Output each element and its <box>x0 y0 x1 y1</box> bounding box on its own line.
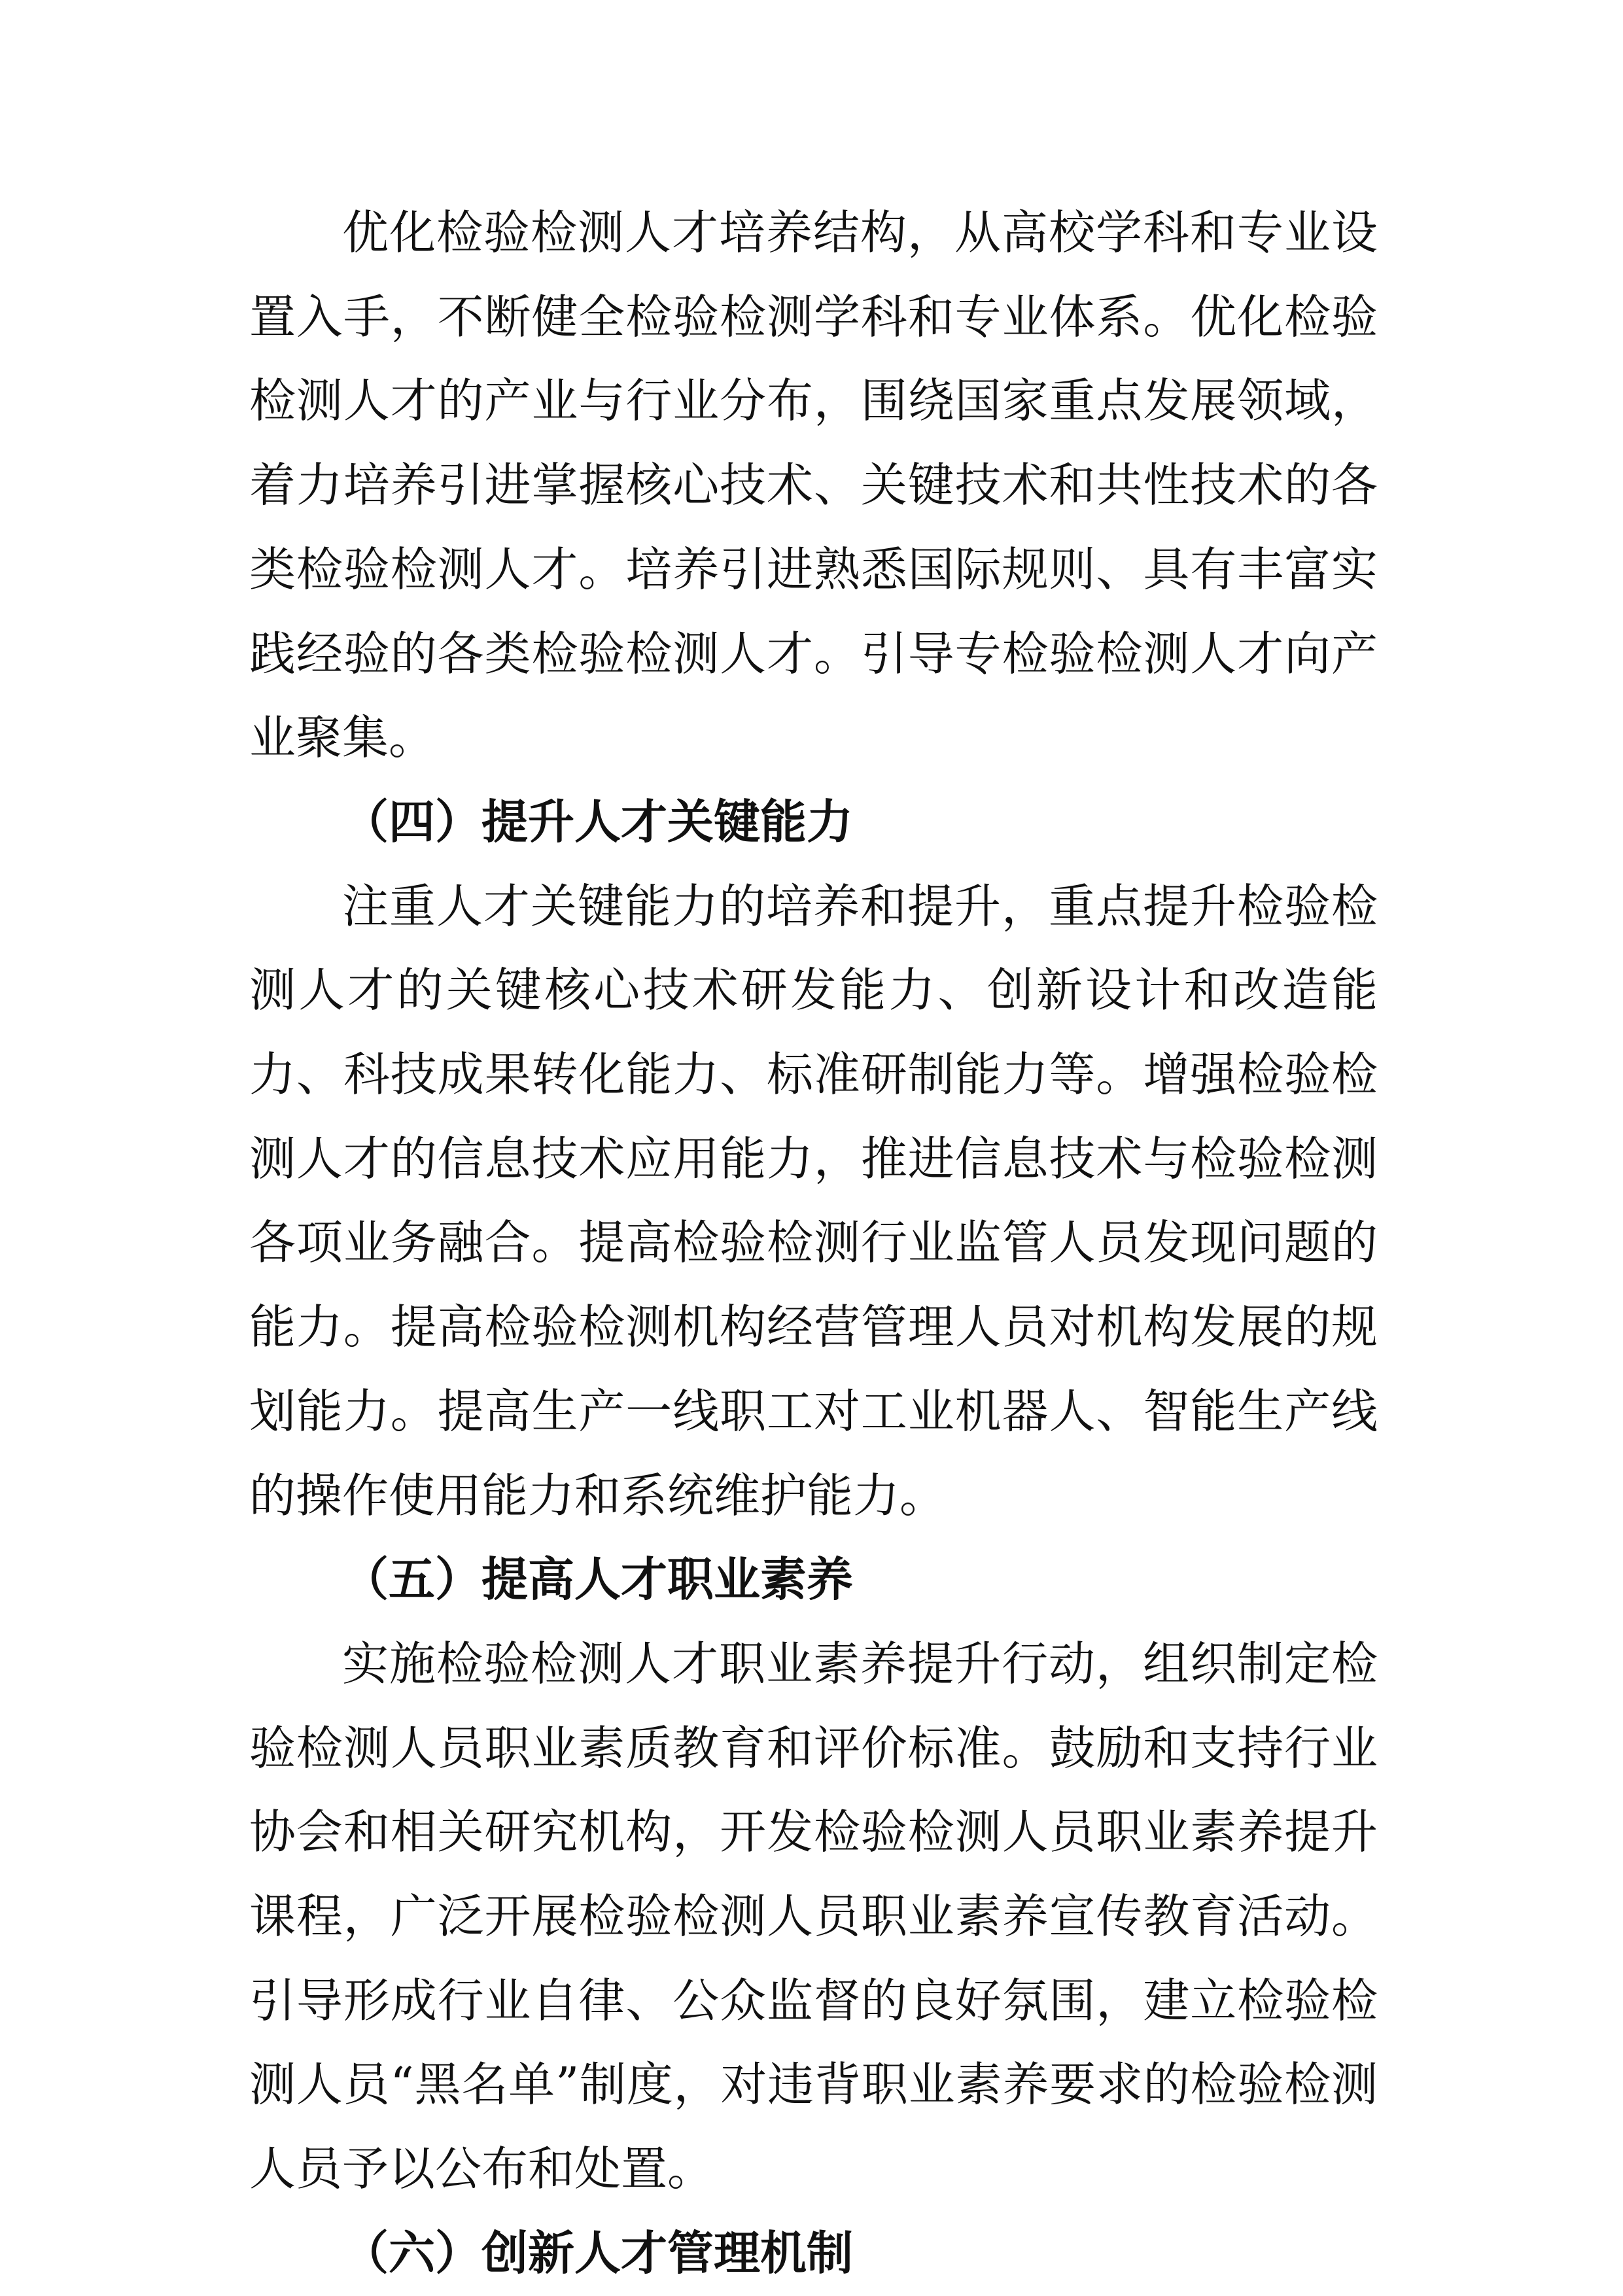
paragraph-talent-structure: 优化检验检测人才培养结构，从高校学科和专业设置入手，不断健全检验检测学科和专业体系。优化检验检测人才的产业与行业分布，围绕国家重点发展领域，着力培养引进掌握核心技术、关键技术和共性技术的各类检验检测人才。培养引进熟悉国际规则、具有丰富实践经验的各类检验检测人才。引导专检验检测人才向产业聚集。 <box>249 205 1378 765</box>
paragraph-key-abilities: 注重人才关键能力的培养和提升，重点提升检验检测人才的关键核心技术研发能力、创新设计和改造能力、科技成果转化能力、标准研制能力等。增强检验检测人才的信息技术应用能力，推进信息技术与检验检测各项业务融合。提高检验检测行业监管人员发现问题的能力。提高检验检测机构经营管理人员对机构发展的规划能力。提高生产一线职工对工业机器人、智能生产线的操作使用能力和系统维护能力。 <box>249 878 1378 1523</box>
document-body <box>249 191 1378 2296</box>
section-heading-management-mechanism: （六）创新人才管理机制 <box>342 2225 854 2280</box>
section-heading-key-abilities: （四）提升人才关键能力 <box>342 794 854 849</box>
paragraph-professional-quality: 实施检验检测人才职业素养提升行动，组织制定检验检测人员职业素质教育和评价标准。鼓励和支持行业协会和相关研究机构，开发检验检测人员职业素养提升课程，广泛开展检验检测人员职业素养宣传教育活动。引导形成行业自律、公众监督的良好氛围，建立检验检测人员“黑名单”制度，对违背职业素养要求的检验检测人员予以公布和处置。 <box>249 1636 1378 2197</box>
section-heading-professional-quality: （五）提高人才职业素养 <box>342 1552 854 1607</box>
